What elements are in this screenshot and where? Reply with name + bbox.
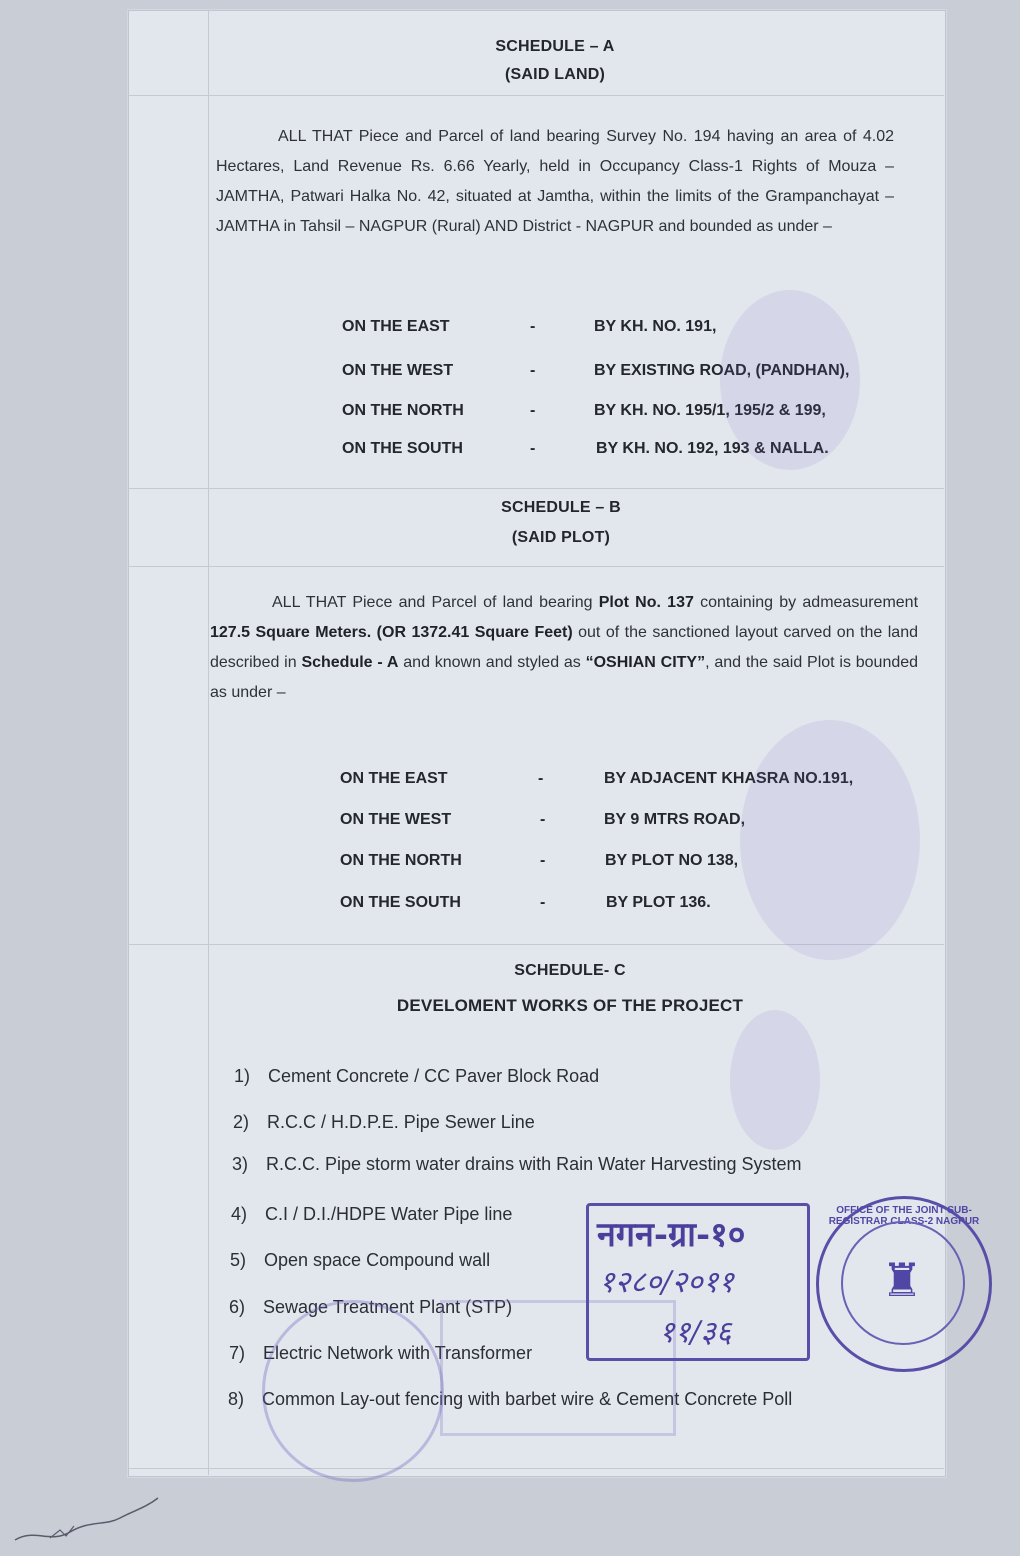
- paragraph-text: containing by admeasurement: [693, 594, 919, 611]
- paragraph-text: and known and styled as: [398, 654, 586, 671]
- boundary-direction: ON THE NORTH: [342, 402, 464, 419]
- boundary-description: BY KH. NO. 195/1, 195/2 & 199,: [594, 402, 826, 419]
- schedule-a-paragraph-text: ALL THAT Piece and Parcel of land bearing Survey No. 194 having an area of 4.02 Hectares, Land Revenue Rs. 6.66 Yearly, held in Occupancy Class-1 Rights of Mouza – JAMTHA, Patwari Halka No. 42, situated at Jamtha, within the limits of the Grampanchayat – JAMTHA in Tahsil – NAGPUR (Rural) AND District - NAGPUR and bounded as under –: [216, 128, 894, 235]
- work-text: C.I / D.I./HDPE Water Pipe line: [265, 1204, 513, 1224]
- paragraph-text: ALL THAT Piece and Parcel of land bearing: [272, 594, 599, 611]
- schedule-b-paragraph: [210, 588, 918, 708]
- boundary-dash: -: [540, 811, 546, 828]
- margin-rule: [208, 10, 209, 1475]
- work-text: R.C.C. Pipe storm water drains with Rain Water Harvesting System: [266, 1154, 802, 1174]
- boundary-description: BY EXISTING ROAD, (PANDHAN),: [594, 362, 850, 379]
- paragraph-text: out of the sanctioned layout carved on the land described in: [210, 624, 919, 671]
- work-number: 8): [228, 1389, 245, 1409]
- work-number: 5): [230, 1250, 247, 1270]
- work-number: 1): [234, 1066, 251, 1086]
- signature-scribble: [10, 1488, 160, 1548]
- work-number: 6): [229, 1297, 246, 1317]
- work-number: 2): [233, 1112, 250, 1132]
- seal-text: OFFICE OF THE JOINT SUB-REGISTRAR CLASS-2 NAGPUR: [828, 1205, 980, 1227]
- boundary-description: BY PLOT 136.: [606, 894, 711, 911]
- work-number: 4): [231, 1204, 248, 1224]
- ink-smudge: [740, 720, 920, 960]
- schedule-c-subtitle: DEVELOMENT WORKS OF THE PROJECT: [396, 996, 744, 1015]
- work-text: R.C.C / H.D.P.E. Pipe Sewer Line: [267, 1112, 535, 1132]
- paragraph-text: , and the said Plot is bounded as under –: [210, 654, 919, 701]
- schedule-a-paragraph: [216, 122, 894, 242]
- project-name: “OSHIAN CITY”: [585, 654, 706, 671]
- work-text: Electric Network with Transformer: [263, 1343, 533, 1363]
- work-item: [231, 1204, 512, 1225]
- boundary-description: BY PLOT NO 138,: [605, 852, 739, 869]
- work-text: Common Lay-out fencing with barbet wire & Cement Concrete Poll: [262, 1389, 793, 1409]
- boundary-description: BY KH. NO. 192, 193 & NALLA.: [596, 440, 829, 457]
- sub-registrar-seal: [816, 1196, 992, 1372]
- section-divider: [128, 488, 944, 489]
- work-item: [232, 1154, 802, 1175]
- schedule-a-title: SCHEDULE – A: [495, 38, 615, 55]
- boundary-description: BY ADJACENT KHASRA NO.191,: [604, 770, 854, 787]
- plot-area: 127.5 Square Meters. (OR 1372.41 Square Feet): [210, 624, 573, 641]
- section-divider: [128, 566, 944, 567]
- boundary-direction: ON THE EAST: [342, 318, 450, 335]
- boundary-direction: ON THE WEST: [342, 362, 454, 379]
- work-text: Open space Compound wall: [264, 1250, 491, 1270]
- schedule-b-subtitle: (SAID PLOT): [511, 529, 611, 546]
- work-item: [230, 1250, 490, 1271]
- schedule-reference: Schedule - A: [301, 654, 399, 671]
- plot-number: Plot No. 137: [598, 594, 694, 611]
- ink-smudge: [730, 1010, 820, 1150]
- schedule-a-subtitle: (SAID LAND): [505, 66, 605, 83]
- boundary-direction: ON THE SOUTH: [342, 440, 463, 457]
- boundary-dash: -: [540, 852, 546, 869]
- boundary-description: BY 9 MTRS ROAD,: [604, 811, 746, 828]
- section-divider: [128, 1468, 944, 1469]
- boundary-direction: ON THE NORTH: [340, 852, 462, 869]
- boundary-direction: ON THE WEST: [340, 811, 452, 828]
- registration-stamp: [586, 1203, 810, 1361]
- stamp-line: नगन-ग्रा-१०: [597, 1215, 746, 1255]
- boundary-description: BY KH. NO. 191,: [594, 318, 717, 335]
- faint-round-stamp: [262, 1300, 444, 1482]
- schedule-b-title: SCHEDULE – B: [501, 499, 621, 516]
- ink-smudge: [720, 290, 860, 470]
- boundary-direction: ON THE SOUTH: [340, 894, 461, 911]
- boundary-dash: -: [530, 318, 536, 335]
- boundary-dash: -: [530, 362, 536, 379]
- boundary-direction: ON THE EAST: [340, 770, 448, 787]
- boundary-dash: -: [530, 402, 536, 419]
- stamp-line: १२८०/२०११: [599, 1265, 734, 1300]
- boundary-dash: -: [538, 770, 544, 787]
- stamp-line: ११/३६: [659, 1315, 732, 1350]
- work-number: 7): [229, 1343, 246, 1363]
- boundary-dash: -: [530, 440, 536, 457]
- work-number: 3): [232, 1154, 249, 1174]
- schedule-c-title: SCHEDULE- C: [514, 962, 626, 979]
- work-item: [234, 1066, 599, 1087]
- work-text: Sewage Treatment Plant (STP): [263, 1297, 513, 1317]
- work-item: [233, 1112, 535, 1133]
- section-divider: [128, 95, 944, 96]
- work-text: Cement Concrete / CC Paver Block Road: [268, 1066, 600, 1086]
- boundary-dash: -: [540, 894, 546, 911]
- national-emblem-icon: ♜: [881, 1254, 923, 1306]
